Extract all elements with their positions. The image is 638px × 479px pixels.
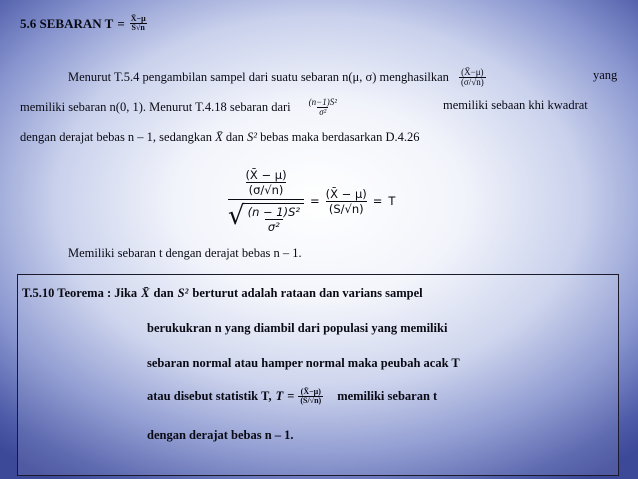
p2-frac-num: (n−1)S² <box>308 97 337 107</box>
p3-s2: S² <box>247 130 258 144</box>
middle-den: (S/√n) <box>326 201 367 216</box>
sqrt-expression <box>228 203 304 234</box>
paragraph-line-4: Memiliki sebaran t dengan derajat bebas n – 1. <box>68 246 302 260</box>
middle-num: (X̄ − μ) <box>325 186 367 201</box>
theorem-label: T.5.10 Teorema : Jika <box>22 286 138 300</box>
theorem-line-3: sebaran normal atau hamper normal maka peubah acak T <box>147 356 460 370</box>
theorem-box <box>17 274 619 476</box>
p1-fraction <box>459 68 486 88</box>
p2-end-text: memiliki sebaan khi kwadrat <box>443 98 588 112</box>
display-equation <box>228 168 395 234</box>
theorem-xbar: X̄ <box>141 286 150 300</box>
paragraph-line-2 <box>20 98 339 118</box>
equation-num-top: (X̄ − μ) <box>245 168 287 182</box>
equation-denominator <box>228 199 304 234</box>
p2-text: memiliki sebaran n(0, 1). Menurut T.4.18 sebaran dari <box>20 100 291 115</box>
theorem-heading <box>22 286 423 301</box>
p1-frac-den: (σ/√n) <box>460 77 484 88</box>
section-title-den: S√n <box>131 23 145 33</box>
theorem-frac-num: (X̄−μ) <box>300 387 321 396</box>
theorem-dan: dan <box>153 286 174 300</box>
equation-middle-fraction <box>326 187 367 216</box>
radicand-num: (n − 1)S² <box>247 205 301 219</box>
equation-compound-fraction <box>228 168 304 234</box>
theorem-line-2: berukukran n yang diambil dari populasi yang memiliki <box>147 321 448 335</box>
p3-text-a: dengan derajat bebas n – 1, sedangkan <box>20 130 212 144</box>
equation-equals-2: = <box>372 194 383 208</box>
theorem-head-rest: berturut adalah rataan dan varians sampel <box>192 286 423 300</box>
theorem-line-4 <box>147 388 437 406</box>
p3-dan: dan <box>225 130 244 144</box>
theorem-fraction <box>298 388 323 406</box>
paragraph-line-1 <box>68 68 486 88</box>
p3-xbar: X̄ <box>215 130 223 144</box>
equation-num-bottom: (σ/√n) <box>246 182 287 197</box>
sqrt-icon: √ <box>228 201 245 231</box>
theorem-line-5: dengan derajat bebas n – 1. <box>147 428 294 442</box>
sqrt-radicand <box>244 203 304 234</box>
p2-fraction <box>307 98 339 118</box>
theorem-l4-text-a: atau disebut statistik T, <box>147 389 272 404</box>
theorem-t-symbol: T <box>275 389 284 404</box>
p2-frac-den: σ² <box>319 107 327 118</box>
theorem-l4-text-b: memiliki sebaran t <box>337 389 438 404</box>
radicand-den: σ² <box>265 219 283 234</box>
theorem-eq: = <box>287 389 295 404</box>
section-title <box>20 15 148 33</box>
section-title-label: 5.6 SEBARAN T <box>20 15 114 31</box>
equation-result: T <box>388 194 396 208</box>
equation-numerator <box>245 168 286 199</box>
p1-frac-num: (X̄−μ) <box>461 67 484 77</box>
p3-text-b: bebas maka berdasarkan D.4.26 <box>260 130 420 144</box>
section-title-fraction <box>129 15 148 33</box>
equation-equals-1: = <box>310 194 320 208</box>
theorem-s2: S² <box>177 286 189 300</box>
p1-text: Menurut T.5.4 pengambilan sampel dari suatu sebaran n(μ, σ) menghasilkan <box>68 70 449 85</box>
p1-end-word: yang <box>593 68 618 82</box>
section-title-eq: = <box>117 15 125 31</box>
paragraph-line-3 <box>20 130 419 145</box>
section-title-num: X̄−μ <box>130 14 146 23</box>
theorem-frac-den: (S/√n) <box>300 396 322 406</box>
